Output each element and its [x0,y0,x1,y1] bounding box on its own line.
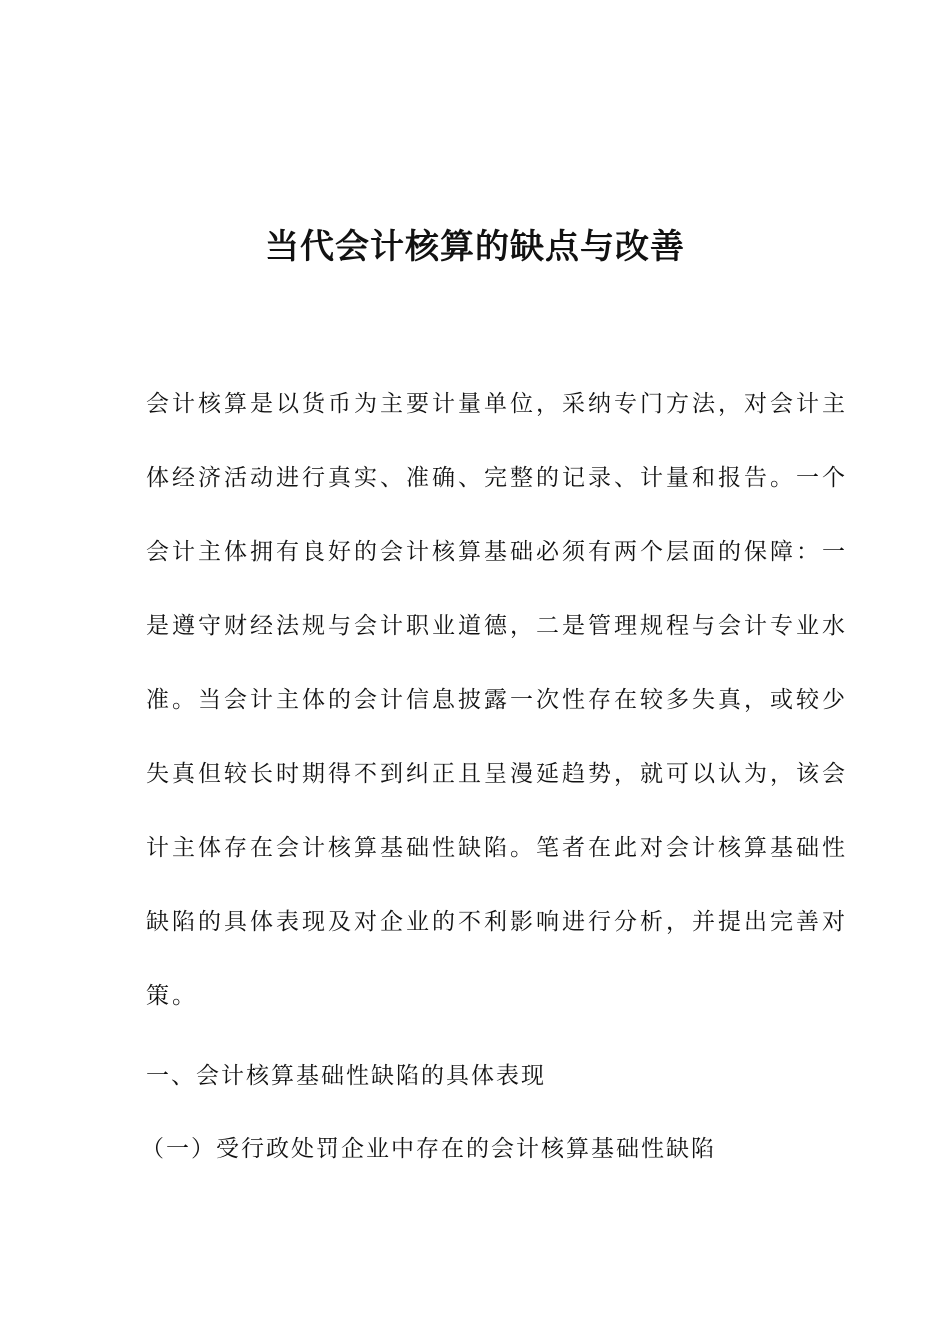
paragraph-line: 失真但较长时期得不到纠正且呈漫延趋势，就可以认为，该会 [146,761,848,787]
intro-paragraph [146,377,848,1043]
paragraph-line: 准。当会计主体的会计信息披露一次性存在较多失真，或较少 [146,687,848,713]
document-title: 当代会计核算的缺点与改善 [265,227,685,267]
paragraph-line: 是遵守财经法规与会计职业道德，二是管理规程与会计专业水 [146,613,848,639]
subsection-heading: （一）受行政处罚企业中存在的会计核算基础性缺陷 [141,1136,716,1162]
section-heading: 一、会计核算基础性缺陷的具体表现 [146,1063,546,1089]
paragraph-line: 策。 [146,983,198,1009]
paragraph-line: 会计主体拥有良好的会计核算基础必须有两个层面的保障：一 [146,539,848,565]
paragraph-line: 体经济活动进行真实、准确、完整的记录、计量和报告。一个 [146,465,848,491]
paragraph-line: 会计核算是以货币为主要计量单位，采纳专门方法，对会计主 [146,391,848,417]
paragraph-line: 缺陷的具体表现及对企业的不利影响进行分析，并提出完善对 [146,909,848,935]
paragraph-line: 计主体存在会计核算基础性缺陷。笔者在此对会计核算基础性 [146,835,848,861]
